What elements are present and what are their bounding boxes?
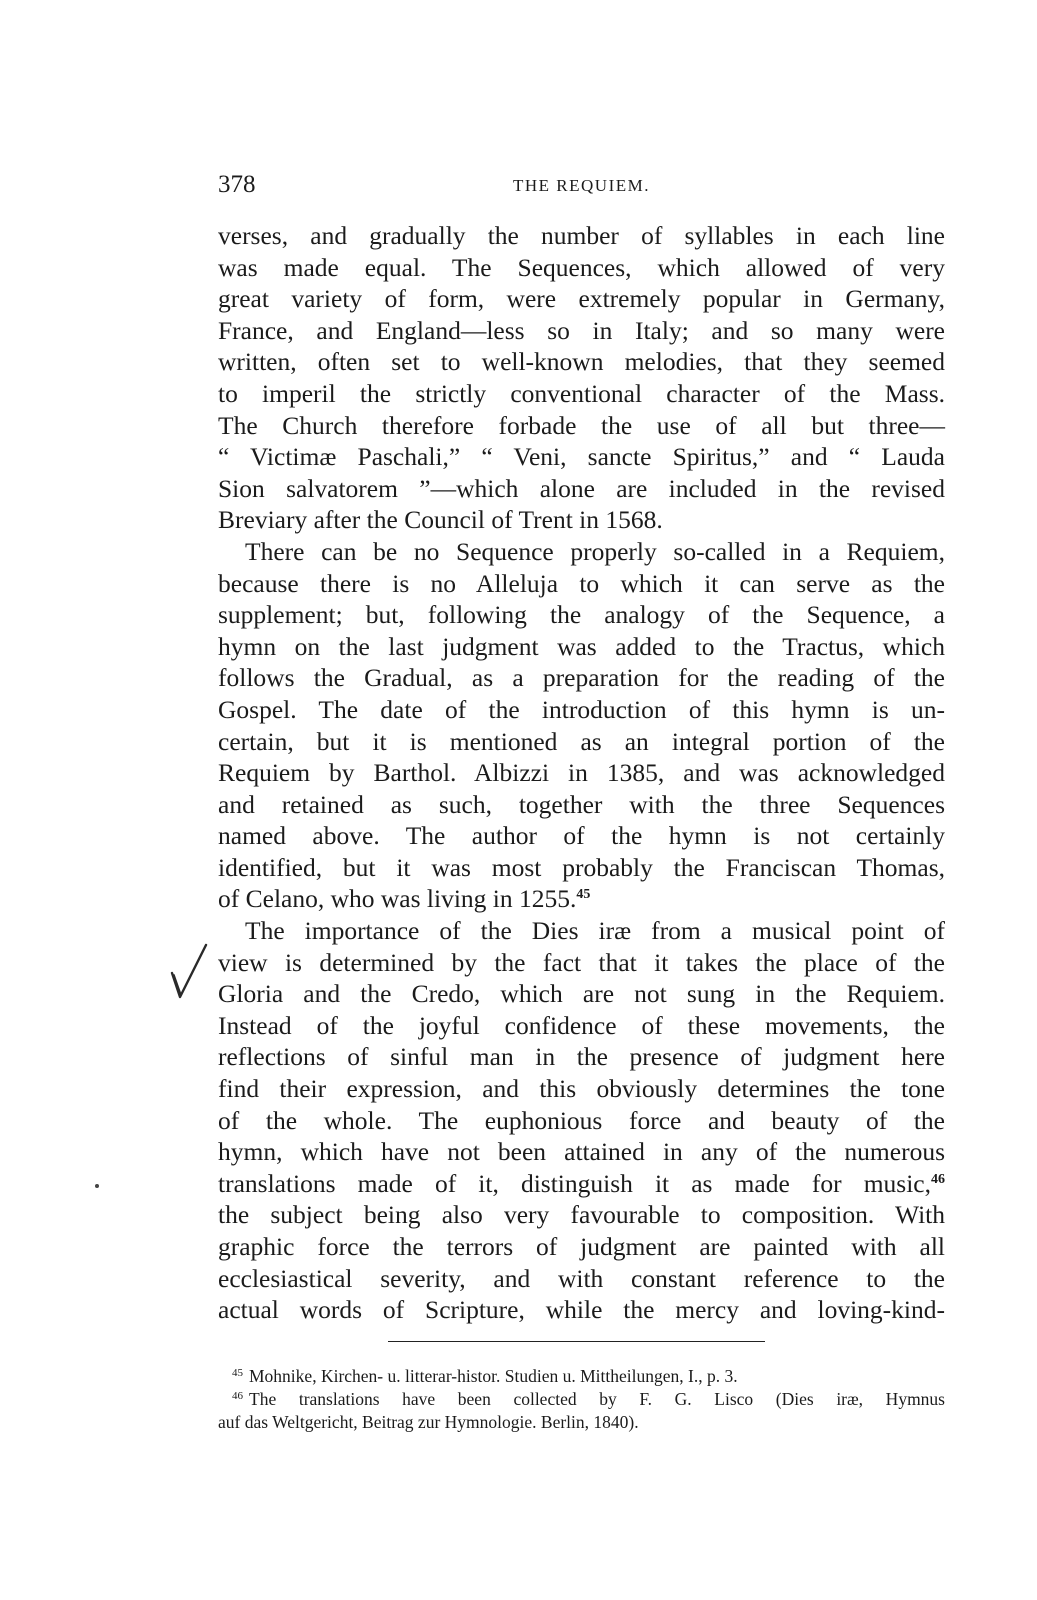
main-text [218, 220, 945, 1326]
text-line: Requiem by Barthol. Albizzi in 1385, and was acknowledged [218, 758, 945, 788]
text-line: verses, and gradually the number of syllables in each line [218, 221, 945, 250]
text-line: identified, but it was most probably the Franciscan Thomas, [218, 852, 945, 882]
text-line: named above. The author of the hymn is not certainly [218, 821, 945, 851]
text-line: written, often set to well-known melodies, that they seemed [218, 347, 945, 377]
stray-mark [95, 1184, 99, 1188]
footnote-number: 46 [232, 1390, 243, 1402]
text-line: hymn, which have not been attained in any of the numerous [218, 1137, 945, 1167]
text-line: great variety of form, were extremely popular in Germany, [218, 284, 945, 314]
footnote-ref-46: 46 [931, 1171, 945, 1187]
running-header [218, 170, 945, 200]
page-number: 378 [218, 171, 256, 198]
text-line: find their expression, and this obviously determines the tone [218, 1074, 945, 1104]
footnote-number: 45 [232, 1367, 243, 1379]
text-line: Sion salvatorem ”—which alone are included in the revised [218, 473, 945, 503]
footnote-45 [218, 1365, 945, 1388]
footnote-46 [218, 1388, 945, 1411]
text-line: actual words of Scripture, while the mercy and loving-kind- [218, 1295, 945, 1325]
footnote-divider [388, 1341, 765, 1342]
text-line: to imperil the strictly conventional character of the Mass. [218, 378, 945, 408]
text-line: hymn on the last judgment was added to the Tractus, which [218, 631, 945, 661]
text-line: because there is no Alleluja to which it can serve as the [218, 568, 945, 598]
text-line: was made equal. The Sequences, which allowed of very [218, 252, 945, 282]
text-line: The importance of the Dies iræ from a musical point of [245, 916, 945, 946]
text-line: the subject being also very favourable to composition. With [218, 1200, 945, 1230]
text-line: France, and England—less so in Italy; and so many were [218, 315, 945, 345]
running-title: THE REQUIEM. [513, 176, 650, 195]
text-line: “ Victimæ Paschali,” “ Veni, sancte Spiritus,” and “ Lauda [218, 442, 945, 472]
text-line-with-footnote [218, 1168, 945, 1200]
text-line: The Church therefore forbade the use of all but three— [218, 410, 945, 440]
footnote-ref-45: 45 [576, 887, 591, 903]
footnotes [218, 1365, 945, 1434]
text-line-with-footnote [218, 883, 945, 915]
text-line: ecclesiastical severity, and with constant reference to the [218, 1263, 945, 1293]
footnote-text: The translations have been collected by F. G. Lisco (Dies iræ, Hymnus [249, 1389, 945, 1409]
text-line: Gospel. The date of the introduction of this hymn is un- [218, 694, 945, 724]
text-line: supplement; but, following the analogy of the Sequence, a [218, 600, 945, 630]
text-line: of the whole. The euphonious force and beauty of the [218, 1105, 945, 1135]
footnote-46-continuation: auf das Weltgericht, Beitrag zur Hymnologie. Berlin, 1840). [218, 1412, 639, 1432]
text-line: Instead of the joyful confidence of these movements, the [218, 1010, 945, 1040]
text-line: follows the Gradual, as a preparation for the reading of the [218, 663, 945, 693]
text-line: There can be no Sequence properly so-called in a Requiem, [245, 536, 945, 566]
text-line: view is determined by the fact that it takes the place of the [218, 947, 945, 977]
text-line: Gloria and the Credo, which are not sung in the Requiem. [218, 979, 945, 1009]
text-line: Breviary after the Council of Trent in 1568. [218, 505, 663, 535]
text-line: of Celano, who was living in 1255. [218, 884, 577, 914]
text-line: and retained as such, together with the three Sequences [218, 789, 945, 819]
text-line: translations made of it, distinguish it as made for music, [218, 1168, 931, 1198]
footnote-text: Mohnike, Kirchen- u. litterar-histor. Studien u. Mittheilungen, I., p. 3. [249, 1366, 738, 1386]
checkmark-pencil-icon [168, 935, 208, 1005]
text-line: graphic force the terrors of judgment are painted with all [218, 1232, 945, 1261]
text-line: reflections of sinful man in the presence of judgment here [218, 1042, 945, 1072]
text-line: certain, but it is mentioned as an integral portion of the [218, 726, 945, 756]
